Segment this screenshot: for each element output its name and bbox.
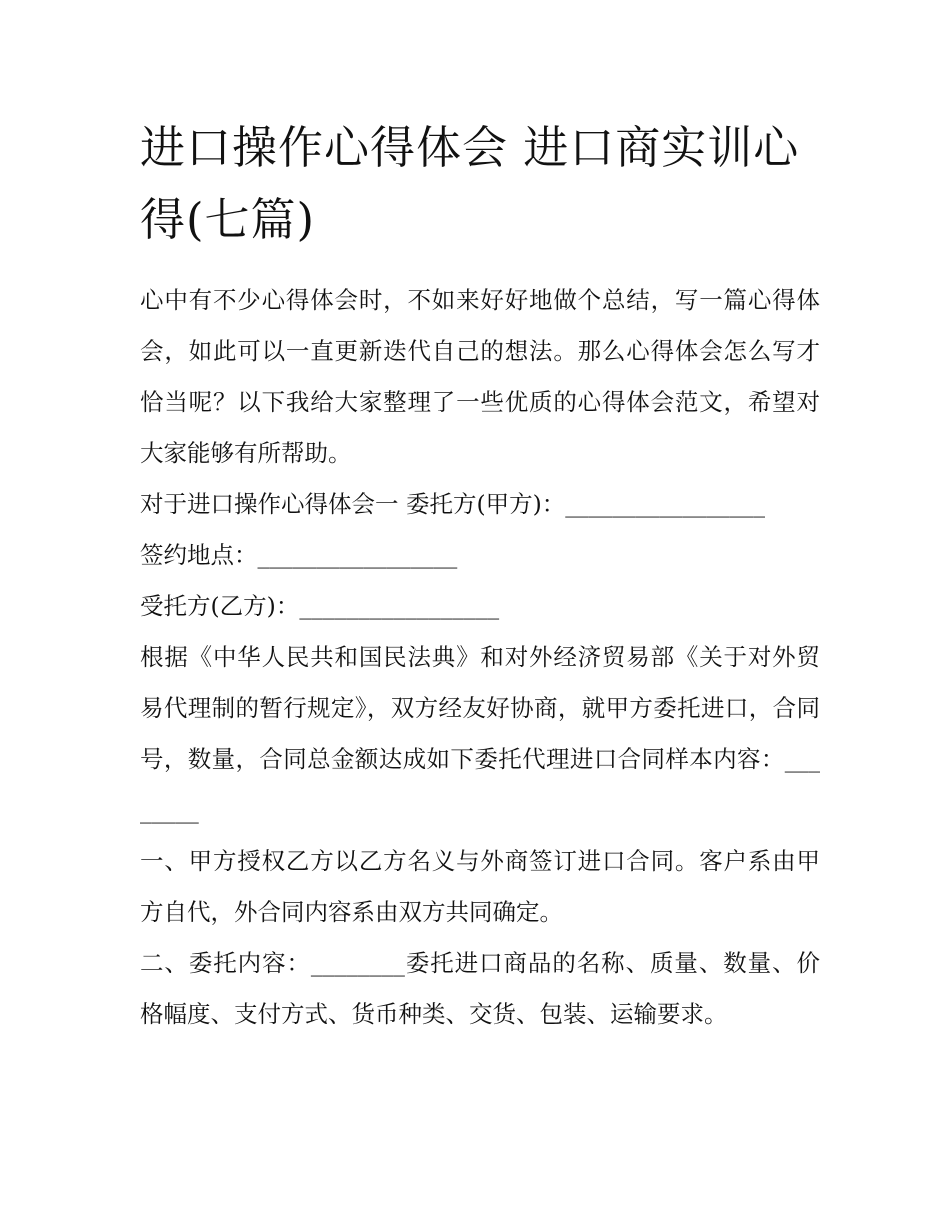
- document-title: 进口操作心得体会 进口商实训心得(七篇): [140, 121, 800, 246]
- legal-basis-paragraph: 根据《中华人民共和国民法典》和对外经济贸易部《关于对外贸易代理制的暂行规定》，双方经友好协商，就甲方委托进口，合同号，数量，合同总金额达成如下委托代理进口合同样本内容：________: [140, 643, 820, 824]
- clause-one-paragraph: 一、甲方授权乙方以乙方名义与外商签订进口合同。客户系由甲方自代，外合同内容系由双方共同确定。: [140, 847, 820, 926]
- clause-two-paragraph: 二、委托内容：________委托进口商品的名称、质量、数量、价格幅度、支付方式、货币种类、交货、包装、运输要求。: [140, 949, 820, 1028]
- agent-party-line: 受托方(乙方)：_________________: [140, 592, 500, 620]
- document-body: [140, 275, 820, 1040]
- intro-paragraph: 心中有不少心得体会时，不如来好好地做个总结，写一篇心得体会，如此可以一直更新迭代自己的想法。那么心得体会怎么写才恰当呢？以下我给大家整理了一些优质的心得体会范文，希望对大家能够有所帮助。: [140, 286, 820, 467]
- signing-place-line: 签约地点：_________________: [140, 541, 458, 569]
- client-party-line: 对于进口操作心得体会一 委托方(甲方)：_________________: [140, 490, 766, 518]
